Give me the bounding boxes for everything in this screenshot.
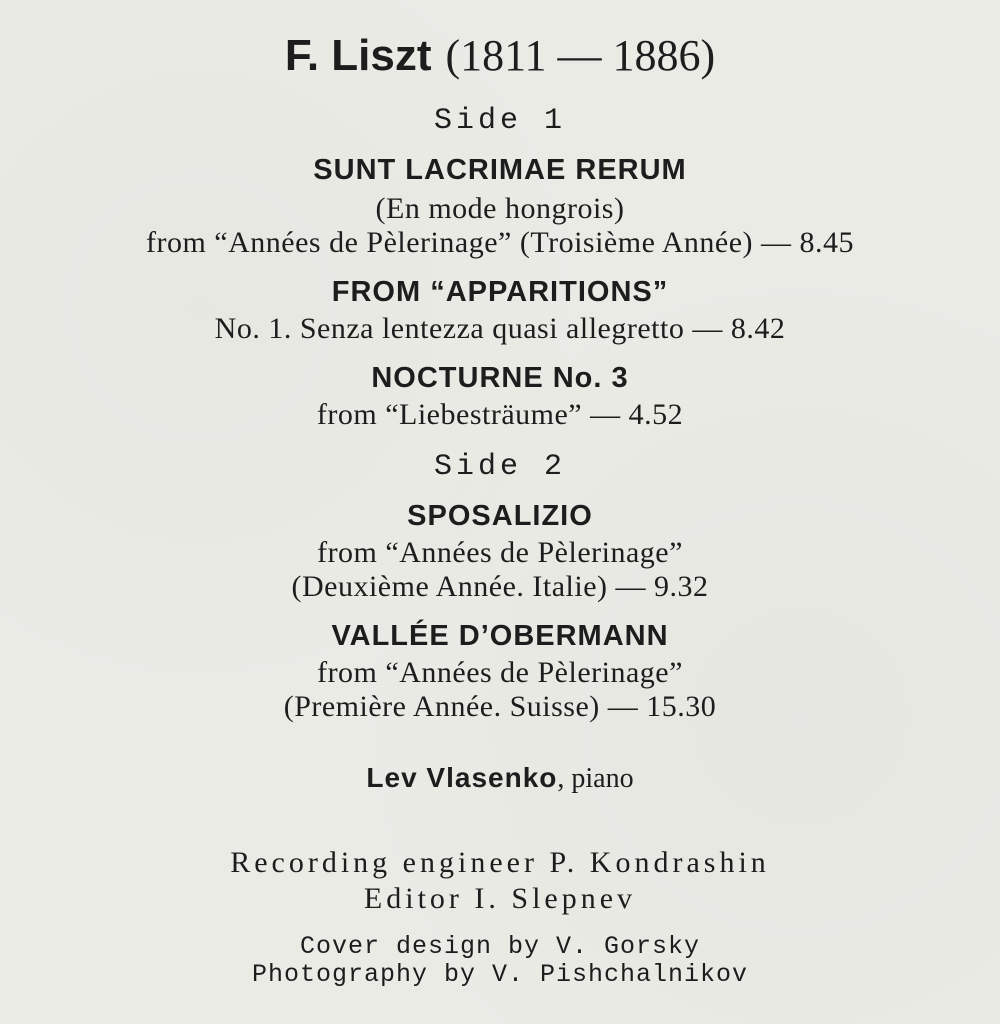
track-4-line-1: from “Années de Pèlerinage”: [317, 536, 683, 569]
track-5-line-1: from “Années de Pèlerinage”: [317, 656, 683, 689]
track-1-line-1: (En mode hongrois): [375, 192, 625, 225]
track-4-title: SPOSALIZIO: [407, 500, 593, 532]
track-5-line-2: (Première Année. Suisse) — 15.30: [283, 690, 717, 723]
performer-name: Lev Vlasenko: [366, 762, 558, 793]
recording-engineer-credit: Recording engineer P. Kondrashin: [230, 846, 770, 879]
track-3-line-1: from “Liebesträume” — 4.52: [316, 398, 684, 431]
composer-name: F. Liszt: [284, 31, 432, 80]
track-4-line-2: (Deuxième Année. Italie) — 9.32: [291, 570, 709, 603]
track-3-title: NOCTURNE No. 3: [371, 362, 629, 394]
track-1-line-2: from “Années de Pèlerinage” (Troisième Année) — 8.45: [145, 226, 855, 259]
page-title: [0, 30, 1000, 81]
side-2-label: Side 2: [433, 450, 567, 484]
editor-credit: Editor I. Slepnev: [363, 882, 637, 915]
cover-design-credit: Cover design by V. Gorsky: [299, 932, 701, 961]
composer-dates: (1811 — 1886): [445, 31, 716, 80]
performer-role: , piano: [557, 763, 634, 794]
performer-credit: [0, 762, 1000, 795]
track-1-title: SUNT LACRIMAE RERUM: [313, 154, 687, 186]
photography-credit: Photography by V. Pishchalnikov: [251, 960, 749, 989]
track-5-title: VALLÉE D’OBERMANN: [331, 620, 669, 652]
track-2-line-1: No. 1. Senza lentezza quasi allegretto — 8.42: [214, 312, 786, 345]
track-2-title: FROM “APPARITIONS”: [331, 276, 669, 308]
side-1-label: Side 1: [433, 104, 567, 138]
